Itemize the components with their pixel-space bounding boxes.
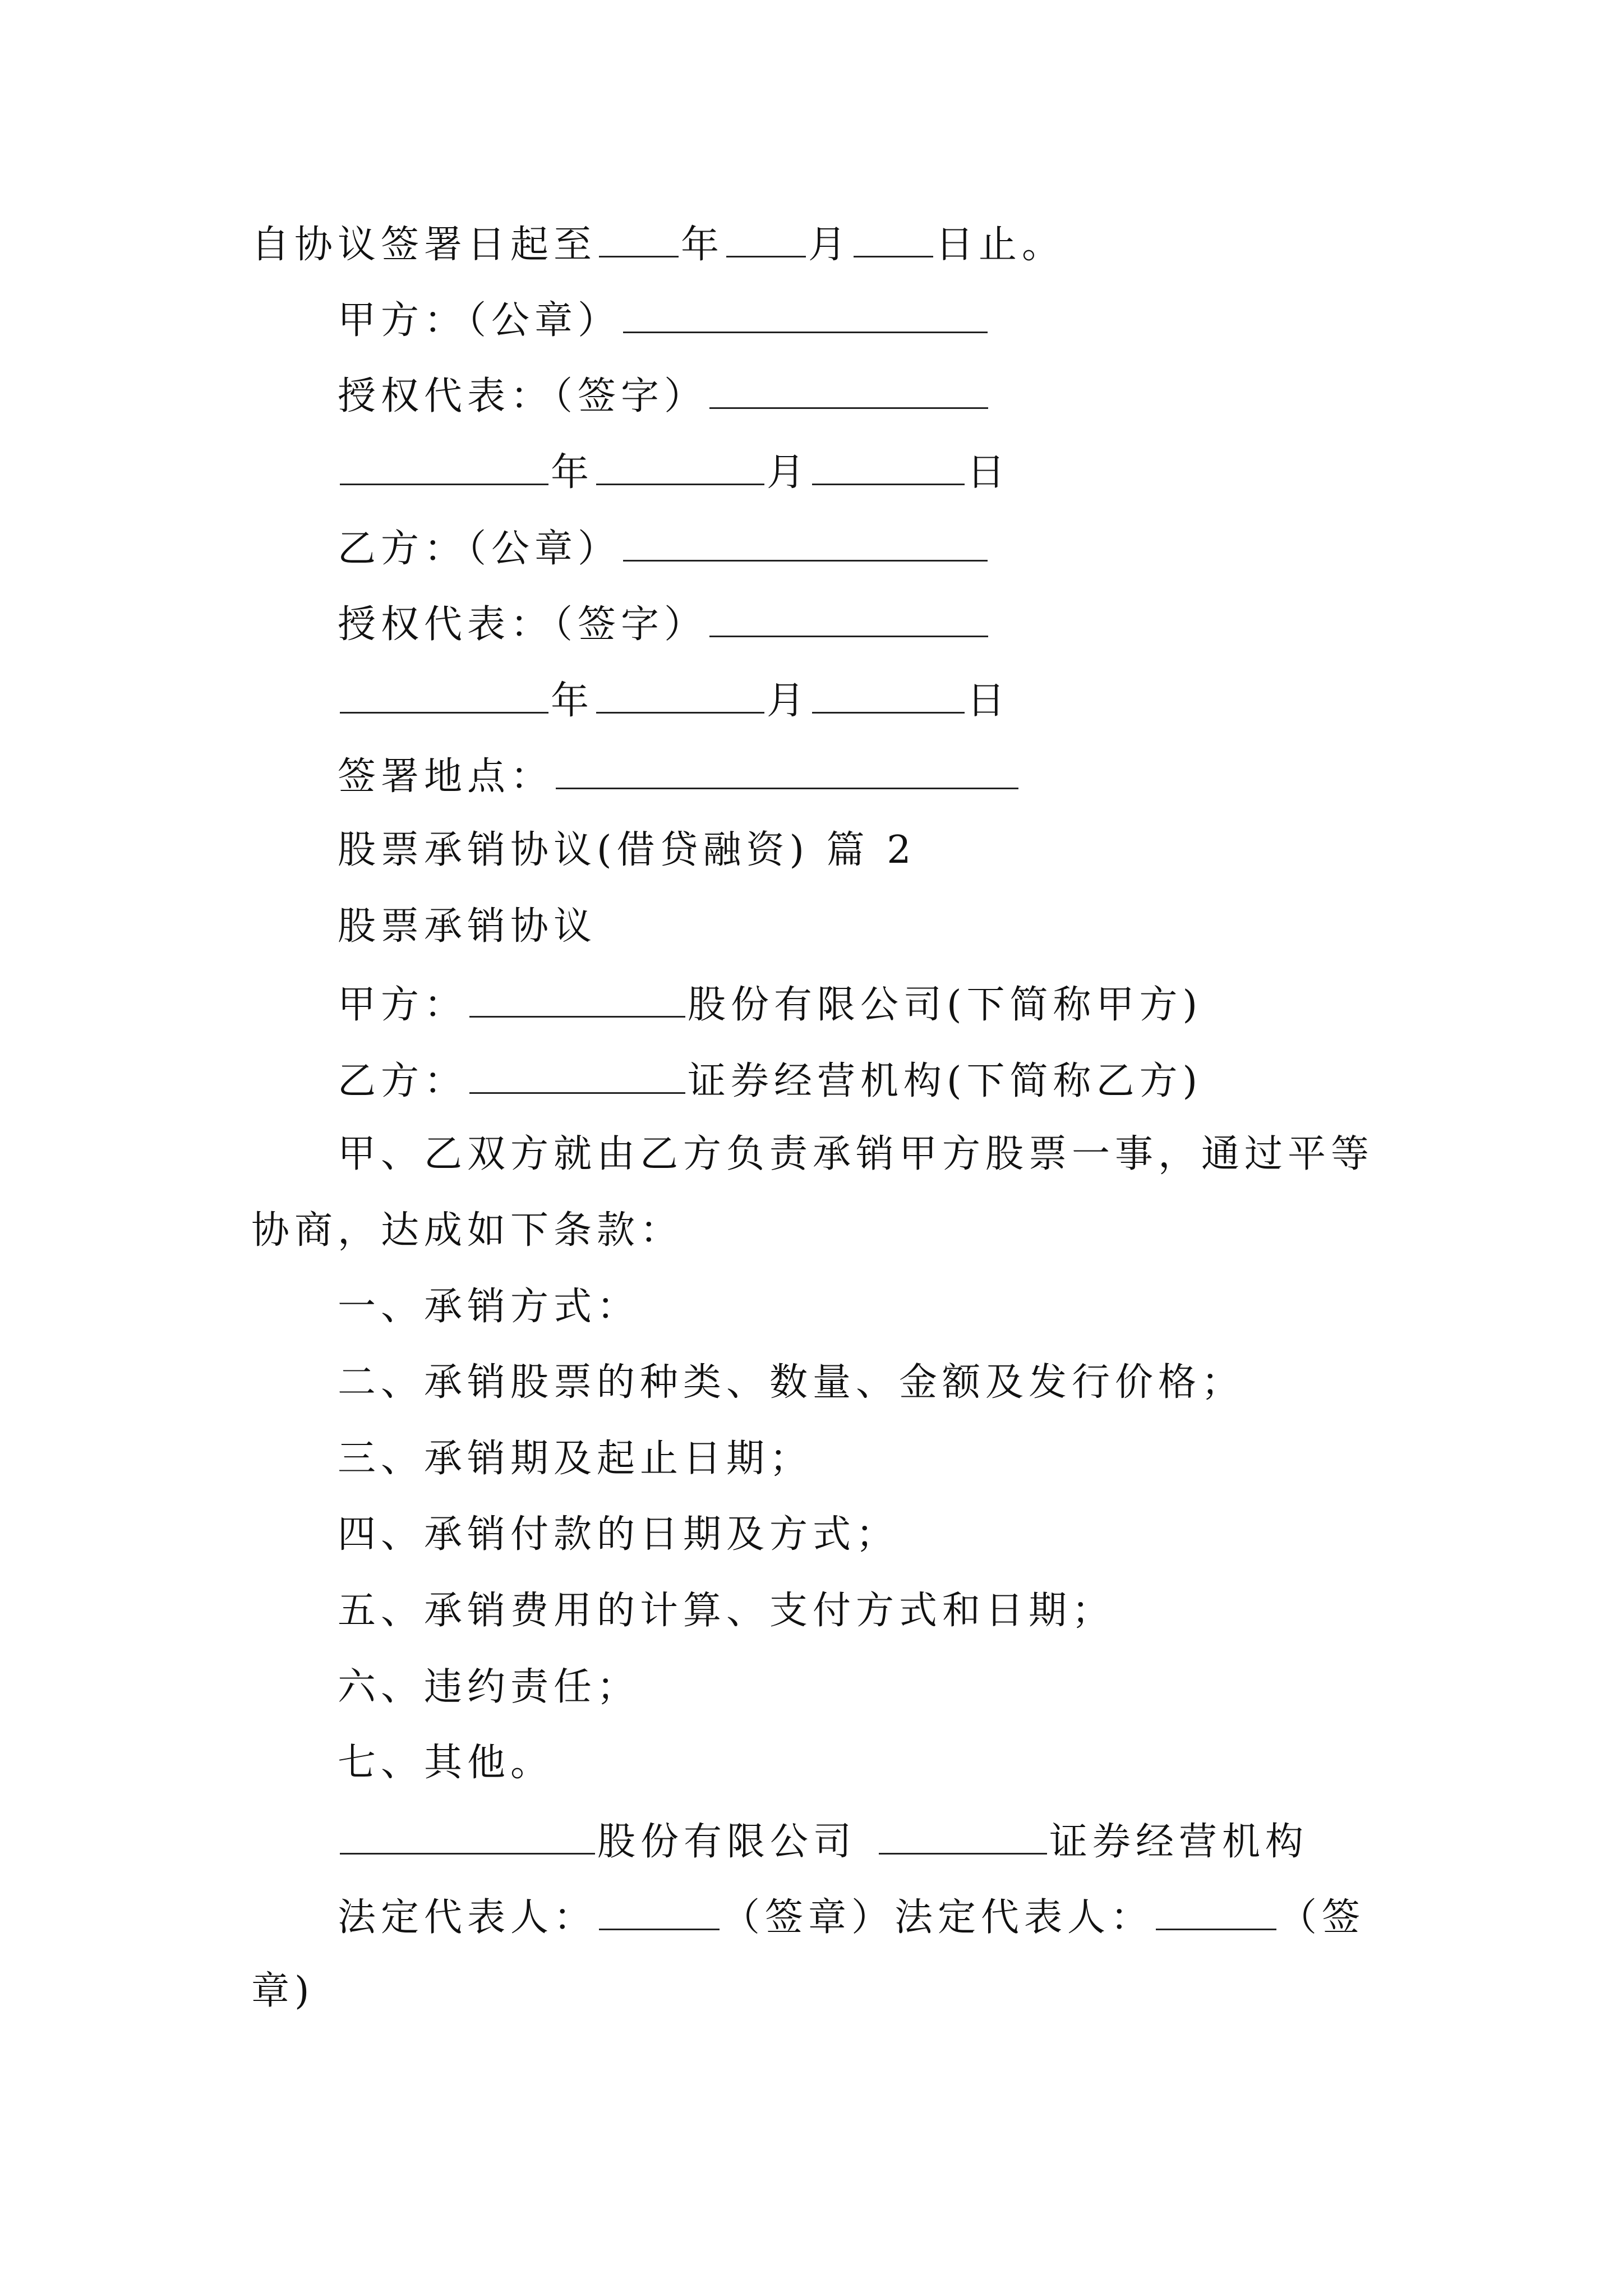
blank-field — [709, 603, 988, 637]
text: 法定代表人： — [338, 1895, 597, 1940]
agreement-term-line — [251, 223, 1066, 267]
party-a-name-line — [338, 983, 1203, 1027]
text: （签 — [1279, 1895, 1366, 1940]
text: 日 — [967, 679, 1011, 723]
blank-field — [599, 1896, 720, 1930]
preamble-continuation — [251, 1208, 684, 1253]
text: 证券经营机构 — [1049, 1820, 1309, 1864]
blank-field — [812, 451, 965, 485]
clause-2 — [338, 1360, 1245, 1405]
text: 日 — [967, 450, 1011, 495]
blank-field — [812, 679, 965, 714]
text: 授权代表：（签字） — [338, 602, 708, 647]
party-a-seal-line — [338, 298, 990, 343]
text: （签章）法定代表人： — [722, 1895, 1154, 1940]
text: 股票承销协议(借贷融资) 篇 2 — [338, 828, 916, 872]
text: 甲方：（公章） — [338, 298, 621, 343]
text: 协商，达成如下条款： — [251, 1208, 684, 1253]
clause-4 — [338, 1512, 900, 1557]
text: 月 — [808, 223, 852, 267]
text: 乙方： — [338, 1059, 468, 1103]
text: 股份有限公司(下简称甲方) — [688, 983, 1203, 1027]
preamble-line — [338, 1132, 1375, 1176]
text: 甲方： — [338, 983, 468, 1027]
blank-field — [469, 983, 685, 1018]
text: 乙方：（公章） — [338, 527, 621, 571]
clause-6 — [338, 1665, 640, 1709]
blank-field — [596, 451, 764, 485]
party-b-name-line — [338, 1060, 1202, 1101]
blank-field — [340, 679, 548, 714]
blank-field — [556, 755, 1018, 789]
clause-1 — [338, 1285, 640, 1329]
party-a-representative-line — [338, 375, 990, 416]
text: 月 — [767, 679, 810, 723]
text: 四、承销付款的日期及方式； — [338, 1512, 900, 1557]
text: 五、承销费用的计算、支付方式和日期； — [338, 1589, 1115, 1633]
blank-field — [1156, 1896, 1276, 1930]
text: 七、其他。 — [338, 1741, 554, 1785]
clause-7 — [338, 1741, 554, 1785]
blank-field — [596, 679, 764, 714]
text: 证券经营机构(下简称乙方) — [688, 1059, 1203, 1103]
blank-field — [879, 1820, 1047, 1855]
text: 年 — [551, 679, 594, 723]
party-b-date-line — [338, 679, 1011, 723]
text: 年 — [681, 223, 725, 267]
blank-field — [623, 299, 988, 333]
blank-field — [340, 451, 548, 485]
text: 月 — [767, 450, 810, 495]
text: 年 — [551, 450, 594, 495]
text: 签署地点： — [338, 754, 554, 799]
text: 日止。 — [935, 223, 1066, 267]
text: 三、承销期及起止日期； — [338, 1437, 813, 1481]
blank-field — [623, 527, 988, 562]
legal-representatives-continuation — [251, 1969, 315, 2013]
clause-3 — [338, 1437, 813, 1481]
text: 股份有限公司 — [597, 1820, 857, 1864]
text: 章) — [251, 1969, 315, 2013]
party-b-seal-line — [338, 527, 990, 571]
text: 六、违约责任； — [338, 1665, 640, 1709]
clause-5 — [338, 1589, 1115, 1633]
section-heading — [338, 828, 916, 872]
blank-field — [340, 1820, 595, 1855]
text: 二、承销股票的种类、数量、金额及发行价格； — [338, 1360, 1245, 1405]
party-b-representative-line — [338, 602, 990, 647]
text: 自协议签署日起至 — [251, 223, 597, 267]
legal-representatives-line — [338, 1895, 1366, 1940]
blank-field — [709, 375, 988, 409]
party-a-date-line — [338, 450, 1011, 495]
text: 授权代表：（签字） — [338, 374, 708, 418]
signing-place-line — [338, 754, 1021, 799]
blank-field — [469, 1060, 685, 1094]
blank-field — [599, 223, 679, 257]
text: 股票承销协议 — [338, 904, 597, 949]
text: 一、承销方式： — [338, 1285, 640, 1329]
signatory-names-line — [338, 1820, 1309, 1864]
blank-field — [726, 223, 806, 257]
agreement-title — [338, 904, 597, 949]
blank-field — [854, 223, 933, 257]
text: 甲、乙双方就由乙方负责承销甲方股票一事，通过平等 — [338, 1132, 1375, 1176]
